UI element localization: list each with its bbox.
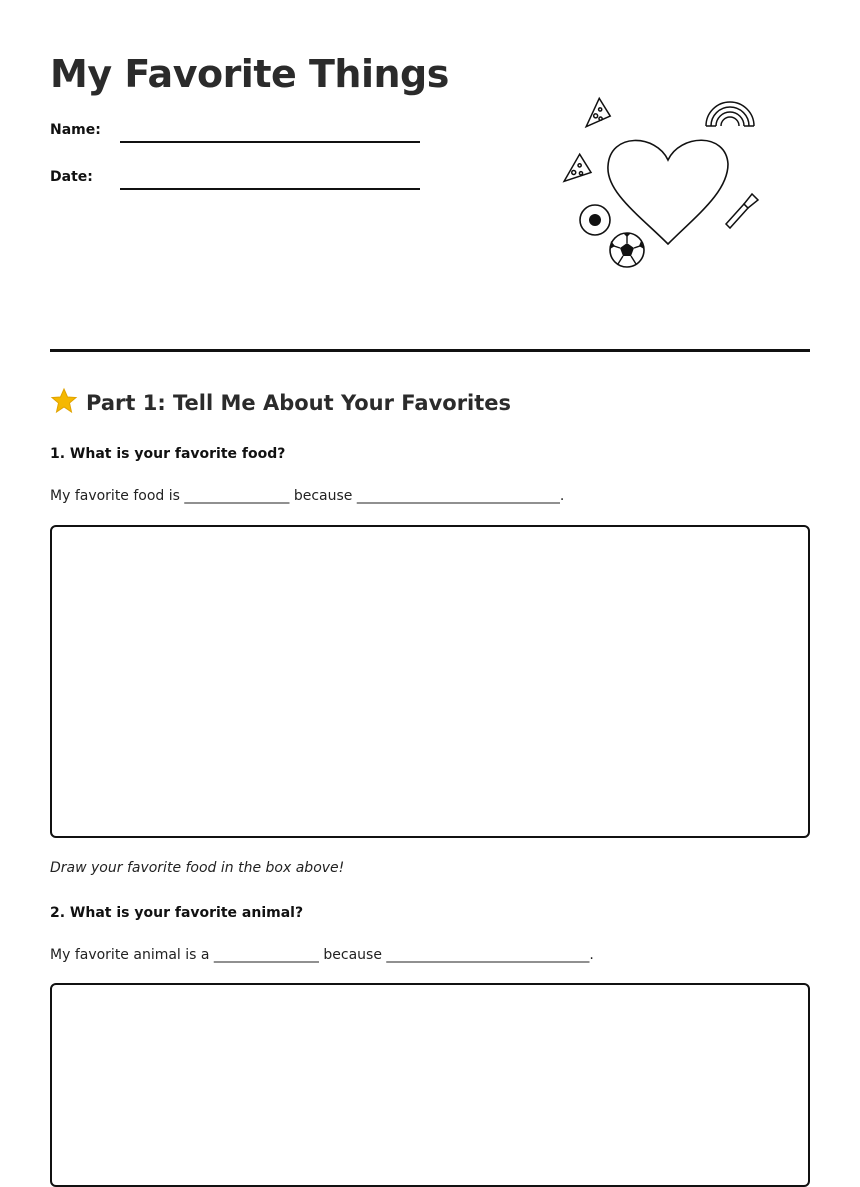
soccer-ball-icon [610, 233, 644, 267]
part1-heading [50, 386, 511, 420]
date-line[interactable] [120, 188, 420, 190]
pizza-slice-icon [580, 97, 611, 127]
part1-heading-text: Part 1: Tell Me About Your Favorites [86, 391, 512, 415]
drawing-caption: Draw your favorite food in the box above! [50, 860, 345, 876]
sentence-1[interactable]: My favorite food is _______________ because _____________________________. [50, 488, 565, 504]
sentence-2[interactable]: My favorite animal is a _______________ because _____________________________. [50, 947, 594, 963]
star-icon [50, 387, 78, 415]
pizza-slice-icon [560, 153, 592, 181]
drawing-box-food[interactable] [50, 525, 810, 838]
name-field[interactable] [50, 120, 430, 144]
question-1: 1. What is your favorite food? [50, 446, 286, 462]
heart-icon [608, 140, 728, 244]
question-2: 2. What is your favorite animal? [50, 905, 304, 921]
drawing-box-animal[interactable] [50, 983, 810, 1187]
rainbow-icon [706, 102, 754, 126]
favorites-illustration [548, 92, 778, 282]
page-title: My Favorite Things [50, 52, 449, 96]
date-label: Date: [50, 169, 93, 185]
soccer-ball-icon [580, 205, 610, 235]
name-label: Name: [50, 122, 101, 138]
name-line[interactable] [120, 141, 420, 143]
section-divider [50, 349, 810, 352]
paintbrush-icon [726, 194, 758, 228]
date-field[interactable] [50, 167, 430, 191]
